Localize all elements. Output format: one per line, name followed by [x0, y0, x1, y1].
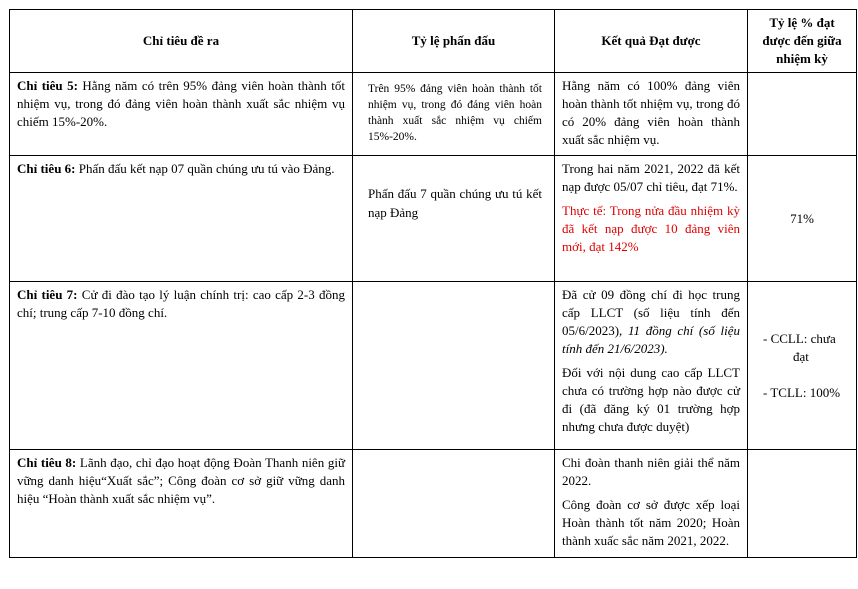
- result-cell: [555, 73, 748, 156]
- percent-cell: [748, 73, 857, 156]
- target-title: Chỉ tiêu 6:: [17, 161, 76, 176]
- target-desc: Hằng năm có trên 95% đảng viên hoàn thành tốt nhiệm vụ, trong đó đảng viên hoàn thành xuất sắc nhiệm vụ chiếm 15%-20%.: [17, 78, 345, 129]
- target-cell: [10, 156, 353, 282]
- target-title: Chỉ tiêu 8:: [17, 455, 77, 470]
- table-row: [10, 156, 857, 282]
- result-text: Hằng năm có 100% đảng viên hoàn thành tốt nhiệm vụ, trong đó có 20% đảng viên hoàn thành xuất sắc nhiệm vụ.: [562, 78, 740, 147]
- result-cell: [555, 156, 748, 282]
- target-desc: Phấn đấu kết nạp 07 quần chúng ưu tú vào Đảng.: [75, 161, 335, 176]
- target-desc: Cử đi đào tạo lý luận chính trị: cao cấp 2-3 đồng chí; trung cấp 7-10 đồng chí.: [17, 287, 345, 320]
- header-percent: Tỷ lệ % đạt được đến giữa nhiệm kỳ: [748, 10, 857, 73]
- result-cell: [555, 282, 748, 450]
- header-goal-rate: Tỷ lệ phấn đấu: [353, 10, 555, 73]
- targets-table: [9, 9, 857, 558]
- result-text: Trong hai năm 2021, 2022 đã kết nạp được 05/07 chỉ tiêu, đạt 71%.: [562, 161, 740, 194]
- result-text: [562, 286, 740, 358]
- result-cell: [555, 450, 748, 558]
- header-row: [10, 10, 857, 73]
- goal-rate-cell: [353, 156, 555, 282]
- percent-item-text: - CCLL: chưa: [763, 330, 836, 346]
- table-row: [10, 450, 857, 558]
- header-result: Kết quả Đạt được: [555, 10, 748, 73]
- header-target: Chỉ tiêu đề ra: [10, 10, 353, 73]
- target-title: Chỉ tiêu 7:: [17, 287, 78, 302]
- target-title: Chỉ tiêu 5:: [17, 78, 78, 93]
- percent-cell: [748, 282, 857, 450]
- goal-rate-text: Phấn đấu 7 quần chúng ưu tú kết nạp Đảng: [368, 186, 542, 220]
- goal-rate-cell: Trên 95% đảng viên hoàn thành tốt nhiệm vụ, trong đó đảng viên hoàn thành xuất sắc nhiệm vụ chiếm 15%-20%.: [353, 73, 555, 156]
- goal-rate-cell: [353, 450, 555, 558]
- percent-item-ccll: [763, 330, 849, 366]
- result-text-part: Đã cử 09 đồng chí đi học trung cấp LLCT (số liệu tính đến 05/6/2023),: [562, 287, 740, 338]
- goal-rate-cell: [353, 282, 555, 450]
- result-actual-text: Thực tế: Trong nửa đầu nhiệm kỳ đã kết nạp được 10 đảng viên mới, đạt 142%: [562, 203, 740, 254]
- result-text-2: Công đoàn cơ sở được xếp loại Hoàn thành tốt năm 2020; Hoàn thành xuấc sắc năm 2021, 2022.: [562, 497, 740, 548]
- target-cell: [10, 282, 353, 450]
- table-row: [10, 282, 857, 450]
- target-cell: [10, 73, 353, 156]
- target-desc: Lãnh đạo, chỉ đạo hoạt động Đoàn Thanh niên giữ vững danh hiệu“Xuất sắc”; Công đoàn cơ sở giữ vững danh hiệu “Hoàn thành xuất sắc nhiệm vụ”.: [17, 455, 345, 506]
- percent-cell: 71%: [748, 156, 857, 282]
- percent-item-text: đạt: [793, 348, 809, 364]
- result-text: Chi đoàn thanh niên giải thể năm 2022.: [562, 455, 740, 488]
- percent-list: [755, 330, 849, 402]
- percent-item-tcll: - TCLL: 100%: [763, 384, 841, 400]
- target-cell: [10, 450, 353, 558]
- result-text-italic: 11 đồng chí (số liệu tính đến 21/6/2023).: [562, 323, 740, 356]
- table-row: [10, 73, 857, 156]
- percent-cell: [748, 450, 857, 558]
- result-text-2: Đối với nội dung cao cấp LLCT chưa có trường hợp nào được cử đi (đã đăng ký 01 trường hợp nhưng chưa được duyệt): [562, 365, 740, 434]
